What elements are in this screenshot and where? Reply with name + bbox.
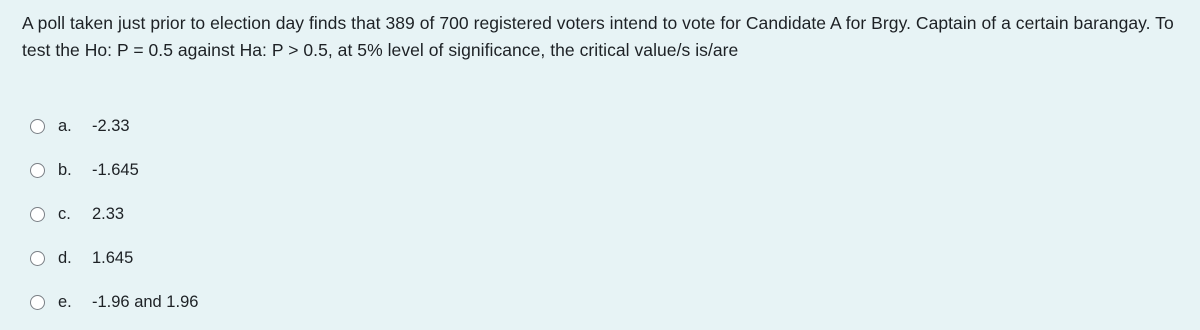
option-letter: c. bbox=[58, 204, 71, 223]
option-label: 1.645 bbox=[92, 248, 134, 267]
option-e[interactable] bbox=[30, 280, 198, 324]
answer-options bbox=[30, 104, 198, 324]
option-letter: a. bbox=[58, 116, 72, 135]
radio-button-a[interactable] bbox=[30, 119, 45, 134]
option-letter: d. bbox=[58, 248, 72, 267]
option-letter: b. bbox=[58, 160, 72, 179]
question-text: A poll taken just prior to election day finds that 389 of 700 registered voters intend to vote for Candidate A for Brgy. Captain of a certain barangay. To test the Ho: P = 0.5 against Ha: P > 0.5, at 5% level of significance, the critical value/s is/are bbox=[22, 13, 1174, 60]
option-d[interactable] bbox=[30, 236, 198, 280]
option-a[interactable] bbox=[30, 104, 198, 148]
radio-button-c[interactable] bbox=[30, 207, 45, 222]
option-label: -1.645 bbox=[92, 160, 139, 179]
option-letter: e. bbox=[58, 292, 72, 311]
option-label: 2.33 bbox=[92, 204, 125, 223]
option-c[interactable] bbox=[30, 192, 198, 236]
radio-button-e[interactable] bbox=[30, 295, 45, 310]
radio-button-d[interactable] bbox=[30, 251, 45, 266]
option-b[interactable] bbox=[30, 148, 198, 192]
radio-button-b[interactable] bbox=[30, 163, 45, 178]
option-label: -2.33 bbox=[92, 116, 130, 135]
option-label: -1.96 and 1.96 bbox=[92, 292, 199, 311]
